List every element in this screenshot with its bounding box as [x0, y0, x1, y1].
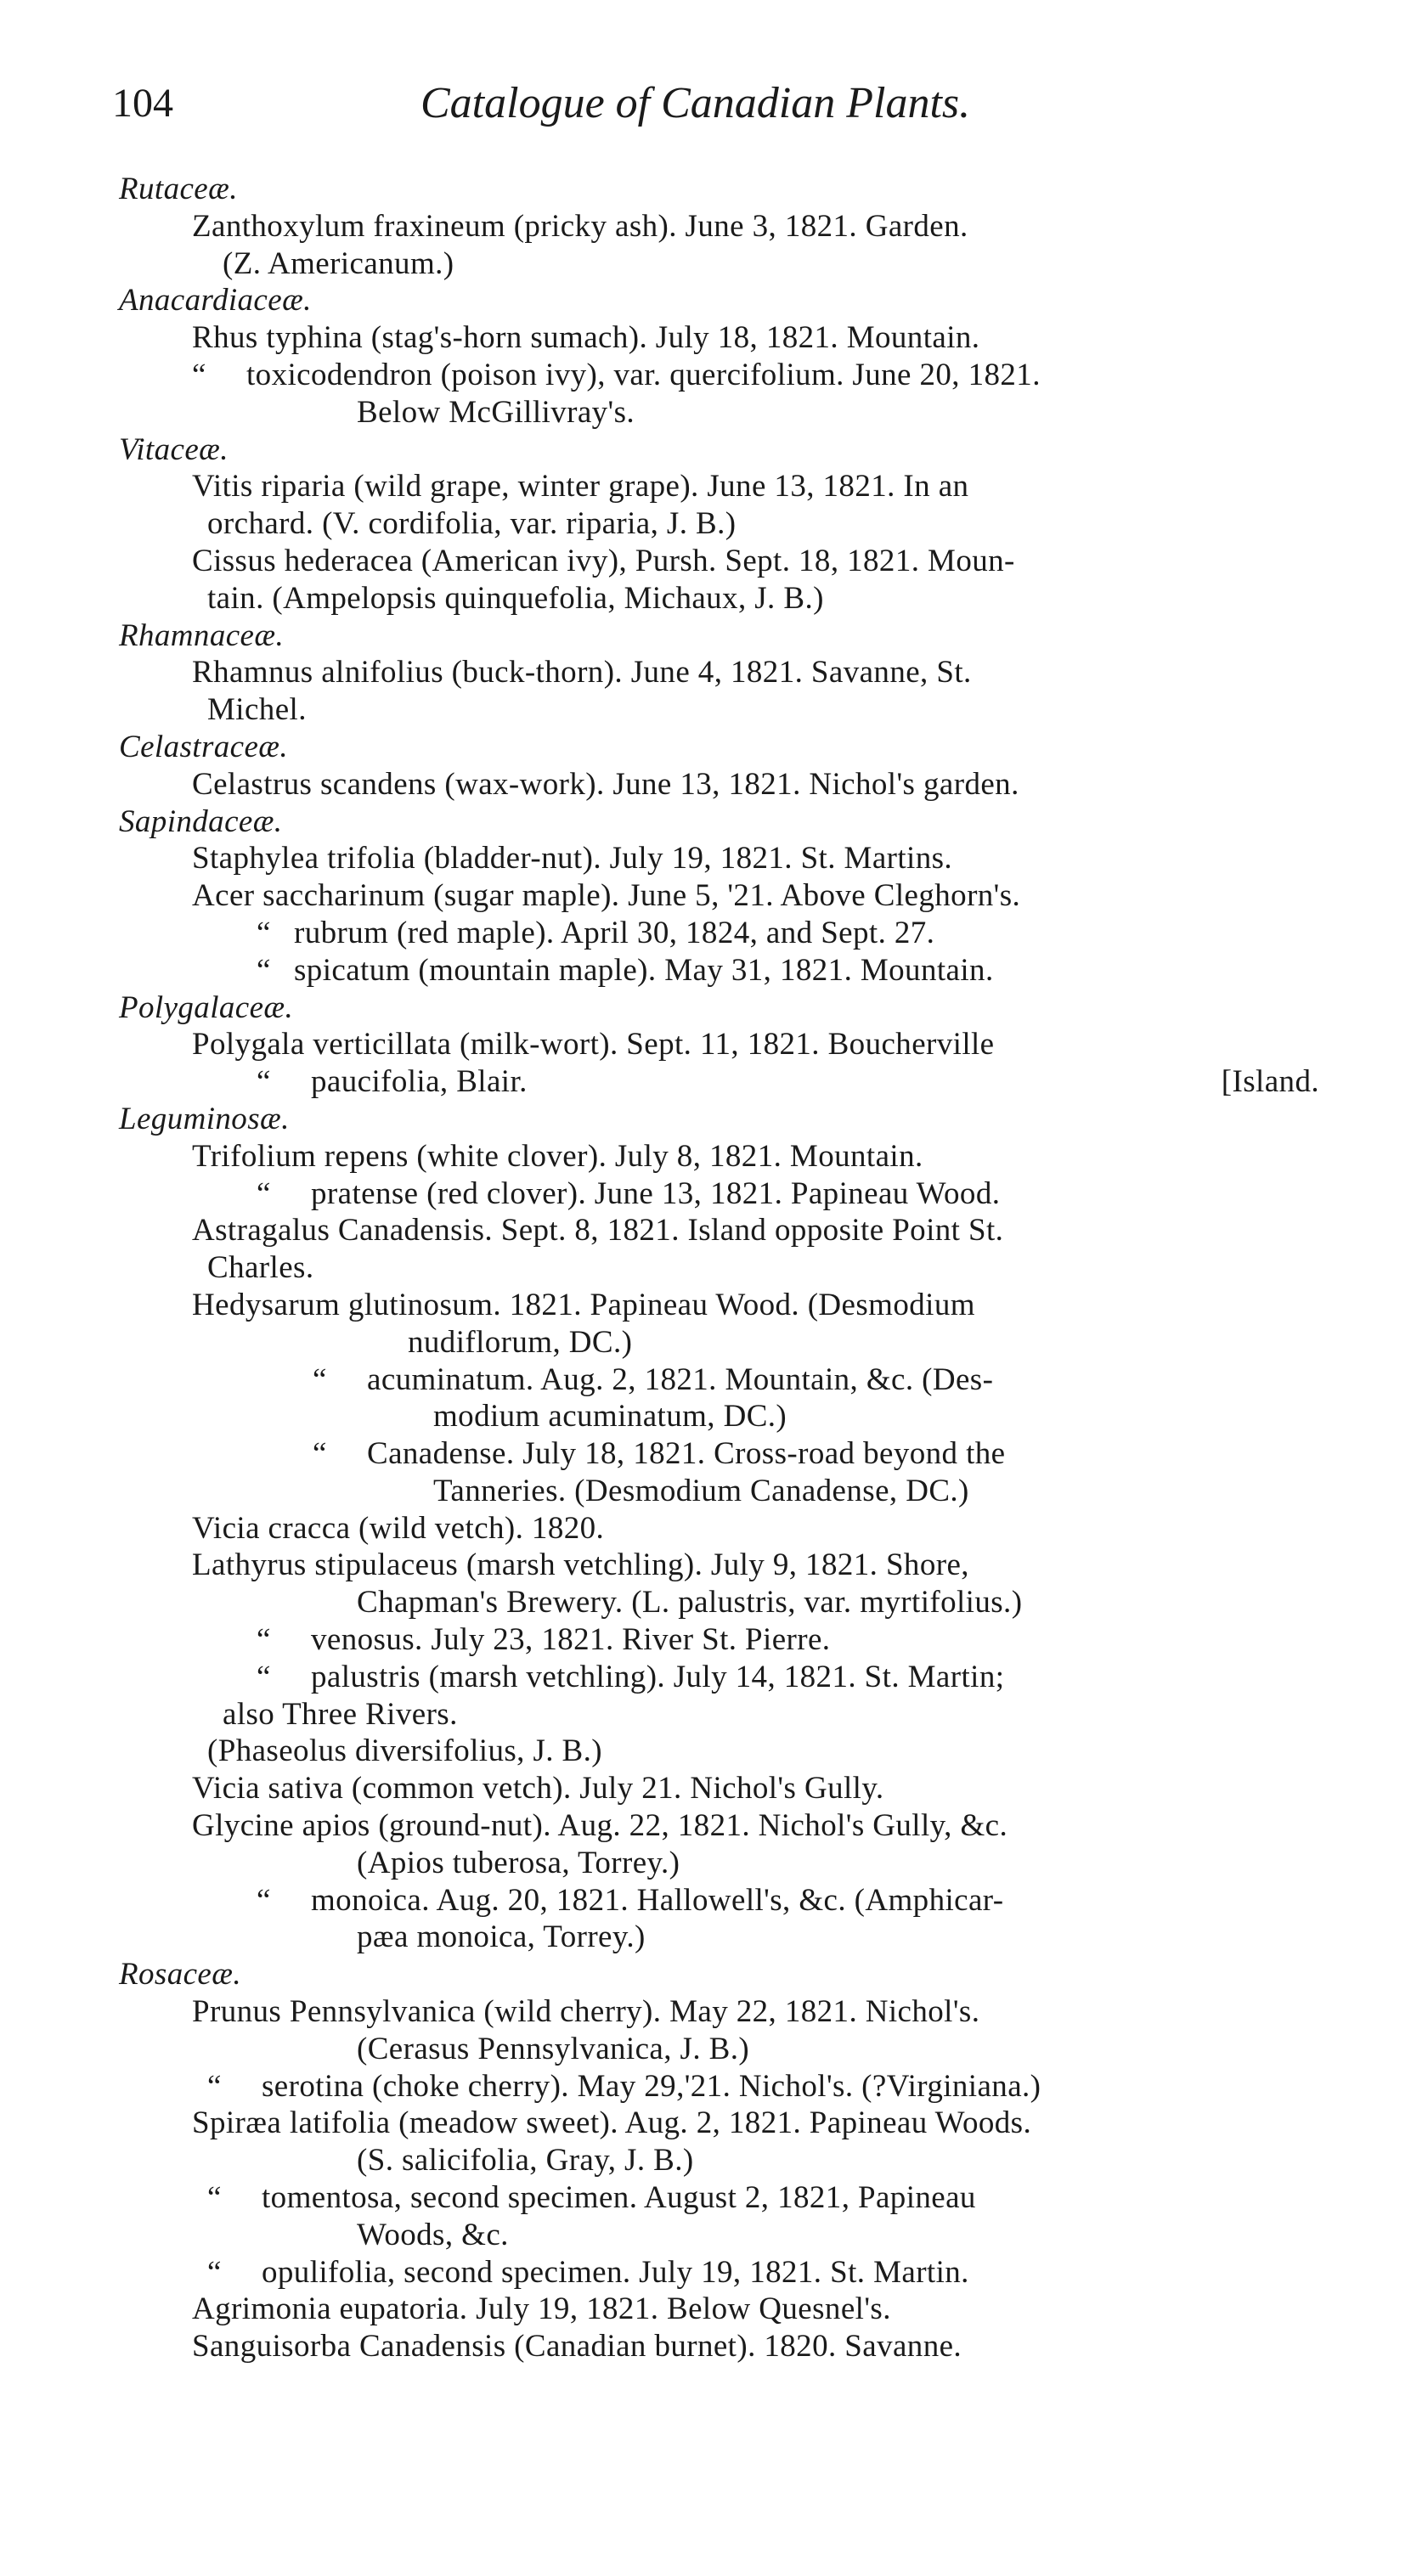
- species-entry: “ spicatum (mountain maple). May 31, 1821. Mountain.: [257, 952, 994, 988]
- species-entry: Rhus typhina (stag's-horn sumach). July 18, 1821. Mountain.: [192, 320, 980, 356]
- ditto-mark: “: [192, 357, 206, 392]
- entry-continuation: (S. salicifolia, Gray, J. B.): [357, 2143, 694, 2179]
- entry-continuation: modium acuminatum, DC.): [433, 1399, 787, 1435]
- species-entry: Zanthoxylum fraxineum (pricky ash). June 3, 1821. Garden.: [192, 208, 968, 244]
- species-entry: Vitis riparia (wild grape, winter grape). June 13, 1821. In an: [192, 469, 969, 504]
- family-heading: Rhamnaceæ.: [119, 617, 285, 653]
- species-entry: “ paucifolia, Blair. [Island.: [257, 1064, 1319, 1100]
- entry-continuation: nudiflorum, DC.): [408, 1324, 633, 1360]
- species-entry: Hedysarum glutinosum. 1821. Papineau Wood. (Desmodium: [192, 1287, 975, 1322]
- species-entry: “ palustris (marsh vetchling). July 14, 1821. St. Martin;: [257, 1659, 1005, 1694]
- ditto-mark: “: [257, 1175, 271, 1211]
- entry-continuation: tain. (Ampelopsis quinquefolia, Michaux, J. B.): [207, 580, 824, 616]
- entry-continuation: orchard. (V. cordifolia, var. riparia, J. B.): [207, 506, 737, 542]
- family-heading: Rosaceæ.: [119, 1957, 241, 1993]
- entry-continuation: Tanneries. (Desmodium Canadense, DC.): [433, 1473, 969, 1508]
- species-entry: “ venosus. July 23, 1821. River St. Pierre.: [257, 1622, 831, 1658]
- species-entry: Lathyrus stipulaceus (marsh vetchling). July 9, 1821. Shore,: [192, 1547, 969, 1583]
- species-entry: Rhamnus alnifolius (buck-thorn). June 4, 1821. Savanne, St.: [192, 655, 972, 691]
- ditto-mark: “: [257, 1659, 271, 1694]
- entry-continuation: Chapman's Brewery. (L. palustris, var. myrtifolius.): [357, 1585, 1023, 1621]
- family-heading: Celastraceæ.: [119, 729, 289, 764]
- ditto-mark: “: [257, 915, 271, 950]
- entry-continuation: also Three Rivers.: [223, 1696, 458, 1732]
- ditto-mark: “: [257, 952, 271, 988]
- species-entry: “ rubrum (red maple). April 30, 1824, and Sept. 27.: [257, 915, 935, 950]
- running-title: Catalogue of Canadian Plants.: [420, 79, 971, 127]
- entry-continuation: Michel.: [207, 692, 307, 728]
- species-entry: (Phaseolus diversifolius, J. B.): [207, 1733, 603, 1769]
- ditto-mark: “: [257, 1622, 271, 1658]
- ditto-mark: “: [313, 1361, 327, 1397]
- entry-continuation: Woods, &c.: [357, 2217, 509, 2252]
- entry-continuation: [Island.: [1221, 1064, 1319, 1100]
- species-entry: Celastrus scandens (wax-work). June 13, 1821. Nichol's garden.: [192, 766, 1019, 802]
- catalogue-text: [0, 171, 1411, 2365]
- species-entry: “ toxicodendron (poison ivy), var. quercifolium. June 20, 1821.: [192, 357, 1041, 392]
- ditto-mark: “: [207, 2068, 222, 2104]
- entry-continuation: Charles.: [207, 1250, 314, 1286]
- entry-continuation: (Z. Americanum.): [223, 245, 454, 281]
- family-heading: Rutaceæ.: [119, 172, 238, 206]
- species-entry: Cissus hederacea (American ivy), Pursh. Sept. 18, 1821. Moun-: [192, 543, 1015, 578]
- ditto-mark: “: [257, 1064, 271, 1100]
- species-entry: Prunus Pennsylvanica (wild cherry). May 22, 1821. Nichol's.: [192, 1994, 980, 2030]
- species-entry: Agrimonia eupatoria. July 19, 1821. Below Quesnel's.: [192, 2291, 891, 2327]
- family-heading: Leguminosæ.: [119, 1101, 290, 1136]
- family-heading: Polygalaceæ.: [119, 989, 294, 1025]
- species-entry: “ pratense (red clover). June 13, 1821. Papineau Wood.: [257, 1175, 1001, 1211]
- species-entry: Staphylea trifolia (bladder-nut). July 19, 1821. St. Martins.: [192, 841, 953, 877]
- entry-continuation: pæa monoica, Torrey.): [357, 1919, 646, 1955]
- species-entry: Polygala verticillata (milk-wort). Sept. 11, 1821. Boucherville: [192, 1027, 995, 1063]
- entry-continuation: (Cerasus Pennsylvanica, J. B.): [357, 2031, 750, 2066]
- family-heading: Sapindaceæ.: [119, 803, 283, 839]
- ditto-mark: “: [257, 1882, 271, 1918]
- ditto-mark: “: [313, 1436, 327, 1472]
- ditto-mark: “: [207, 2254, 222, 2290]
- species-entry: “ tomentosa, second specimen. August 2, 1821, Papineau: [207, 2180, 976, 2216]
- species-entry: Sanguisorba Canadensis (Canadian burnet). 1820. Savanne.: [192, 2329, 962, 2365]
- family-heading: Vitaceæ.: [119, 431, 229, 467]
- species-entry: “ opulifolia, second specimen. July 19, 1821. St. Martin.: [207, 2254, 969, 2290]
- species-entry: Acer saccharinum (sugar maple). June 5, '21. Above Cleghorn's.: [192, 878, 1021, 914]
- species-entry: Vicia cracca (wild vetch). 1820.: [192, 1510, 605, 1546]
- species-entry: Spiræa latifolia (meadow sweet). Aug. 2, 1821. Papineau Woods.: [192, 2105, 1032, 2141]
- species-entry: “ serotina (choke cherry). May 29,'21. Nichol's. (?Virginiana.): [207, 2068, 1041, 2104]
- species-entry: “ Canadense. July 18, 1821. Cross-road beyond the: [313, 1436, 1006, 1472]
- entry-continuation: Below McGillivray's.: [357, 394, 635, 430]
- species-entry: “ monoica. Aug. 20, 1821. Hallowell's, &c. (Amphicar-: [257, 1882, 1004, 1918]
- page-header: [0, 76, 1411, 136]
- species-entry: Vicia sativa (common vetch). July 21. Nichol's Gully.: [192, 1771, 884, 1807]
- family-heading: Anacardiaceæ.: [119, 283, 312, 318]
- ditto-mark: “: [207, 2180, 222, 2216]
- species-entry: Glycine apios (ground-nut). Aug. 22, 1821. Nichol's Gully, &c.: [192, 1808, 1008, 1844]
- species-entry: “ acuminatum. Aug. 2, 1821. Mountain, &c. (Des-: [313, 1361, 994, 1397]
- entry-continuation: (Apios tuberosa, Torrey.): [357, 1845, 680, 1880]
- page-number: 104: [112, 81, 173, 126]
- species-entry: Trifolium repens (white clover). July 8, 1821. Mountain.: [192, 1138, 923, 1174]
- species-entry: Astragalus Canadensis. Sept. 8, 1821. Island opposite Point St.: [192, 1213, 1004, 1249]
